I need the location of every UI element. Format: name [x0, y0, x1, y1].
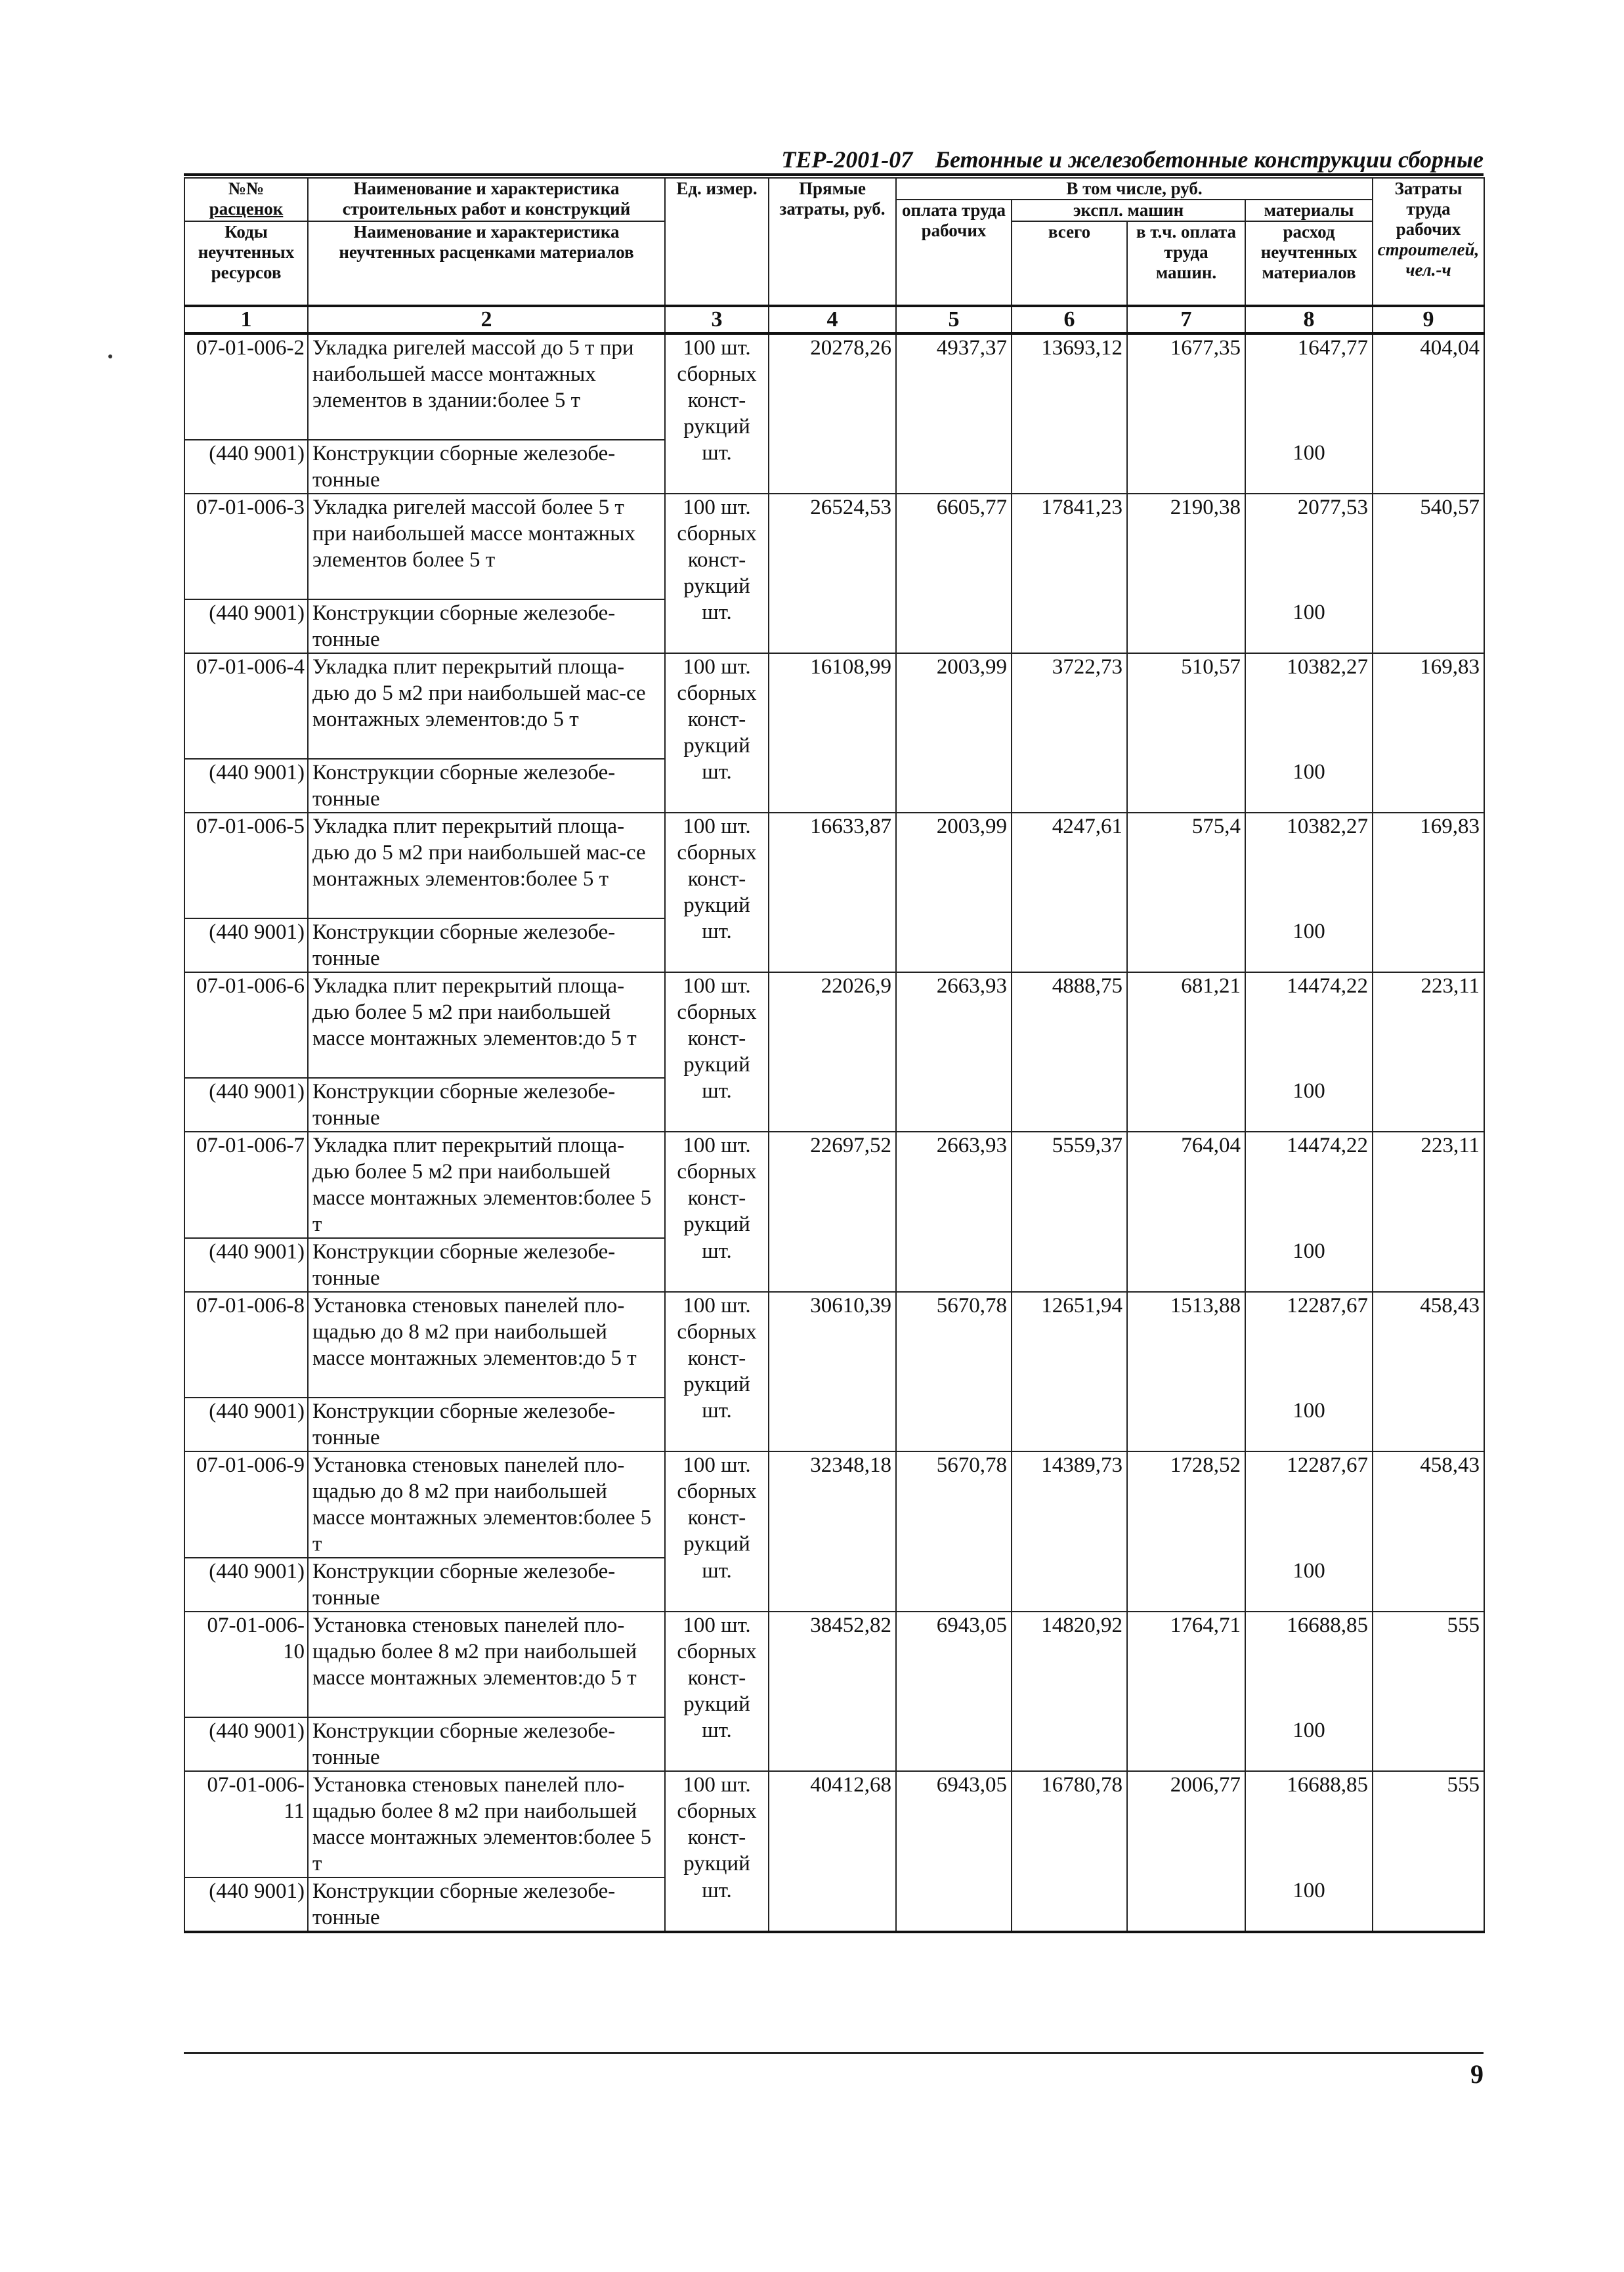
- direct-cost: 16633,87: [769, 813, 896, 918]
- resource-row: [184, 759, 1484, 813]
- resource-name: Конструкции сборные железобе-тонные: [308, 759, 665, 813]
- empty-cell: [1373, 1078, 1484, 1132]
- rate-row: [184, 1771, 1484, 1877]
- subheader-materials: материалы: [1245, 200, 1373, 221]
- empty-cell: [1373, 1717, 1484, 1771]
- empty-cell: [896, 1398, 1012, 1451]
- rate-row: [184, 813, 1484, 918]
- labor-cost: 5670,78: [896, 1292, 1012, 1398]
- rate-name: Укладка плит перекрытий площа-дью более 5 м2 при наибольшей массе монтажных элементов:более 5 т: [308, 1132, 665, 1238]
- materials-cost: 14474,22: [1245, 972, 1373, 1078]
- rate-row: [184, 972, 1484, 1078]
- labor-cost: 2663,93: [896, 972, 1012, 1078]
- machine-cost: 4247,61: [1012, 813, 1127, 918]
- rate-unit: 100 шт. сборных конст-рукций: [665, 1612, 769, 1717]
- labor-hours: 404,04: [1373, 333, 1484, 440]
- resource-row: [184, 1877, 1484, 1932]
- empty-cell: [1127, 1717, 1245, 1771]
- column-number-row: [184, 306, 1484, 333]
- subheader-machines-total: всего: [1012, 221, 1127, 306]
- resource-code: (440 9001): [184, 1238, 308, 1292]
- resource-unit: шт.: [665, 759, 769, 813]
- rate-name: Укладка ригелей массой до 5 т при наибольшей массе монтажных элементов в здании:более 5 т: [308, 333, 665, 440]
- machine-cost: 4888,75: [1012, 972, 1127, 1078]
- machine-labor-cost: 681,21: [1127, 972, 1245, 1078]
- resource-row: [184, 1238, 1484, 1292]
- machine-cost: 12651,94: [1012, 1292, 1127, 1398]
- machine-cost: 13693,12: [1012, 333, 1127, 440]
- empty-cell: [1373, 759, 1484, 813]
- resource-quantity: 100: [1245, 1558, 1373, 1612]
- rate-row: [184, 333, 1484, 440]
- rate-row: [184, 1292, 1484, 1398]
- labor-hours: 169,83: [1373, 813, 1484, 918]
- empty-cell: [1373, 1877, 1484, 1932]
- empty-cell: [1012, 1558, 1127, 1612]
- resource-name: Конструкции сборные железобе-тонные: [308, 599, 665, 653]
- resource-quantity: 100: [1245, 1238, 1373, 1292]
- direct-cost: 22026,9: [769, 972, 896, 1078]
- empty-cell: [1012, 918, 1127, 972]
- subheader-labor: оплата труда рабочих: [896, 200, 1012, 306]
- empty-cell: [896, 440, 1012, 494]
- empty-cell: [1127, 440, 1245, 494]
- labor-cost: 2003,99: [896, 813, 1012, 918]
- rate-unit: 100 шт. сборных конст-рукций: [665, 813, 769, 918]
- resource-code: (440 9001): [184, 759, 308, 813]
- empty-cell: [1373, 440, 1484, 494]
- empty-cell: [896, 1558, 1012, 1612]
- labor-hours: 223,11: [1373, 972, 1484, 1078]
- labor-hours: 223,11: [1373, 1132, 1484, 1238]
- resource-row: [184, 599, 1484, 653]
- rate-name: Укладка плит перекрытий площа-дью более 5 м2 при наибольшей массе монтажных элементов:до 5 т: [308, 972, 665, 1078]
- empty-cell: [1127, 918, 1245, 972]
- subheader-materials-alt: расход неучтенных материалов: [1245, 221, 1373, 306]
- machine-cost: 17841,23: [1012, 494, 1127, 599]
- resource-row: [184, 1398, 1484, 1451]
- col4-header: Прямые затраты, руб.: [769, 178, 896, 306]
- labor-cost: 4937,37: [896, 333, 1012, 440]
- resource-name: Конструкции сборные железобе-тонные: [308, 918, 665, 972]
- empty-cell: [769, 1238, 896, 1292]
- labor-hours: 458,43: [1373, 1292, 1484, 1398]
- empty-cell: [1373, 599, 1484, 653]
- col3-header: Ед. измер.: [665, 178, 769, 306]
- empty-cell: [896, 1717, 1012, 1771]
- column-number: 4: [769, 306, 896, 333]
- materials-cost: 10382,27: [1245, 813, 1373, 918]
- rates-table: [184, 177, 1485, 1933]
- resource-code: (440 9001): [184, 918, 308, 972]
- rate-code: 07-01-006-3: [184, 494, 308, 599]
- empty-cell: [896, 759, 1012, 813]
- resource-name: Конструкции сборные железобе-тонные: [308, 1558, 665, 1612]
- empty-cell: [1012, 1398, 1127, 1451]
- labor-cost: 6943,05: [896, 1771, 1012, 1877]
- materials-cost: 12287,67: [1245, 1451, 1373, 1558]
- labor-hours: 458,43: [1373, 1451, 1484, 1558]
- resource-unit: шт.: [665, 1398, 769, 1451]
- rate-row: [184, 1451, 1484, 1558]
- labor-hours: 555: [1373, 1771, 1484, 1877]
- machine-labor-cost: 2006,77: [1127, 1771, 1245, 1877]
- resource-quantity: 100: [1245, 759, 1373, 813]
- resource-quantity: 100: [1245, 1877, 1373, 1932]
- direct-cost: 26524,53: [769, 494, 896, 599]
- resource-name: Конструкции сборные железобе-тонные: [308, 1877, 665, 1932]
- resource-row: [184, 1717, 1484, 1771]
- resource-quantity: 100: [1245, 918, 1373, 972]
- col9-header: Затраты труда рабочих строителей, чел.-ч: [1373, 178, 1484, 306]
- resource-code: (440 9001): [184, 1558, 308, 1612]
- resource-code: (440 9001): [184, 599, 308, 653]
- empty-cell: [1373, 1238, 1484, 1292]
- empty-cell: [896, 1238, 1012, 1292]
- machine-labor-cost: 1677,35: [1127, 333, 1245, 440]
- empty-cell: [769, 759, 896, 813]
- machine-labor-cost: 1728,52: [1127, 1451, 1245, 1558]
- labor-cost: 5670,78: [896, 1451, 1012, 1558]
- group-header-included: В том числе, руб.: [896, 178, 1373, 200]
- resource-unit: шт.: [665, 599, 769, 653]
- machine-cost: 5559,37: [1012, 1132, 1127, 1238]
- table-header: [184, 178, 1484, 333]
- machine-cost: 16780,78: [1012, 1771, 1127, 1877]
- machine-labor-cost: 510,57: [1127, 653, 1245, 759]
- subheader-machines-labor: в т.ч. оплата труда машин.: [1127, 221, 1245, 306]
- resource-unit: шт.: [665, 1078, 769, 1132]
- col1-header-alt: Коды неучтенных ресурсов: [184, 221, 308, 306]
- empty-cell: [1012, 1238, 1127, 1292]
- rate-code: 07-01-006-6: [184, 972, 308, 1078]
- empty-cell: [1012, 759, 1127, 813]
- materials-cost: 1647,77: [1245, 333, 1373, 440]
- labor-cost: 6943,05: [896, 1612, 1012, 1717]
- materials-cost: 2077,53: [1245, 494, 1373, 599]
- direct-cost: 20278,26: [769, 333, 896, 440]
- resource-quantity: 100: [1245, 1398, 1373, 1451]
- machine-labor-cost: 2190,38: [1127, 494, 1245, 599]
- resource-name: Конструкции сборные железобе-тонные: [308, 440, 665, 494]
- column-number: 6: [1012, 306, 1127, 333]
- resource-unit: шт.: [665, 1717, 769, 1771]
- column-number: 5: [896, 306, 1012, 333]
- rate-name: Установка стеновых панелей пло-щадью до 8 м2 при наибольшей массе монтажных элементов:более 5 т: [308, 1451, 665, 1558]
- labor-hours: 169,83: [1373, 653, 1484, 759]
- materials-cost: 10382,27: [1245, 653, 1373, 759]
- labor-cost: 2663,93: [896, 1132, 1012, 1238]
- empty-cell: [896, 1877, 1012, 1932]
- rate-code: 07-01-006-8: [184, 1292, 308, 1398]
- rate-name: Установка стеновых панелей пло-щадью более 8 м2 при наибольшей массе монтажных элементов:до 5 т: [308, 1612, 665, 1717]
- empty-cell: [769, 1717, 896, 1771]
- direct-cost: 38452,82: [769, 1612, 896, 1717]
- rate-unit: 100 шт. сборных конст-рукций: [665, 653, 769, 759]
- empty-cell: [1373, 918, 1484, 972]
- resource-name: Конструкции сборные железобе-тонные: [308, 1238, 665, 1292]
- page-number: 9: [1470, 2059, 1484, 2089]
- column-number: 3: [665, 306, 769, 333]
- machine-labor-cost: 1764,71: [1127, 1612, 1245, 1717]
- column-number: 8: [1245, 306, 1373, 333]
- empty-cell: [1127, 1078, 1245, 1132]
- table-body: [184, 333, 1484, 1932]
- resource-quantity: 100: [1245, 599, 1373, 653]
- empty-cell: [1127, 1558, 1245, 1612]
- empty-cell: [769, 599, 896, 653]
- materials-cost: 16688,85: [1245, 1612, 1373, 1717]
- subheader-machines: экспл. машин: [1012, 200, 1245, 221]
- rate-name: Установка стеновых панелей пло-щадью более 8 м2 при наибольшей массе монтажных элементов:более 5 т: [308, 1771, 665, 1877]
- section-title: Бетонные и железобетонные конструкции сборные: [935, 146, 1484, 173]
- empty-cell: [1127, 759, 1245, 813]
- empty-cell: [1127, 1238, 1245, 1292]
- empty-cell: [896, 599, 1012, 653]
- resource-code: (440 9001): [184, 1398, 308, 1451]
- empty-cell: [769, 440, 896, 494]
- rate-unit: 100 шт. сборных конст-рукций: [665, 1771, 769, 1877]
- resource-unit: шт.: [665, 918, 769, 972]
- rate-name: Укладка ригелей массой более 5 т при наибольшей массе монтажных элементов более 5 т: [308, 494, 665, 599]
- empty-cell: [1012, 1717, 1127, 1771]
- machine-labor-cost: 1513,88: [1127, 1292, 1245, 1398]
- resource-row: [184, 918, 1484, 972]
- materials-cost: 16688,85: [1245, 1771, 1373, 1877]
- rate-code: 07-01-006-9: [184, 1451, 308, 1558]
- running-header: [184, 146, 1484, 175]
- resource-code: (440 9001): [184, 1078, 308, 1132]
- rate-row: [184, 1132, 1484, 1238]
- rate-unit: 100 шт. сборных конст-рукций: [665, 333, 769, 440]
- resource-unit: шт.: [665, 1877, 769, 1932]
- direct-cost: 30610,39: [769, 1292, 896, 1398]
- direct-cost: 16108,99: [769, 653, 896, 759]
- rate-code: 07-01-006-4: [184, 653, 308, 759]
- column-number: 9: [1373, 306, 1484, 333]
- rate-unit: 100 шт. сборных конст-рукций: [665, 972, 769, 1078]
- empty-cell: [1373, 1398, 1484, 1451]
- resource-unit: шт.: [665, 1558, 769, 1612]
- resource-name: Конструкции сборные железобе-тонные: [308, 1078, 665, 1132]
- scan-speck: [108, 354, 112, 358]
- rate-code: 07-01-006-5: [184, 813, 308, 918]
- labor-cost: 2003,99: [896, 653, 1012, 759]
- resource-unit: шт.: [665, 440, 769, 494]
- empty-cell: [1127, 1398, 1245, 1451]
- materials-cost: 14474,22: [1245, 1132, 1373, 1238]
- rate-code: 07-01-006-7: [184, 1132, 308, 1238]
- empty-cell: [769, 1398, 896, 1451]
- resource-unit: шт.: [665, 1238, 769, 1292]
- resource-name: Конструкции сборные железобе-тонные: [308, 1717, 665, 1771]
- resource-quantity: 100: [1245, 440, 1373, 494]
- rate-row: [184, 653, 1484, 759]
- rate-code: 07-01-006-10: [184, 1612, 308, 1717]
- header-rule: [184, 173, 1484, 176]
- empty-cell: [1012, 1078, 1127, 1132]
- rate-unit: 100 шт. сборных конст-рукций: [665, 1292, 769, 1398]
- machine-cost: 14389,73: [1012, 1451, 1127, 1558]
- col2-header: Наименование и характеристика строительных работ и конструкций: [308, 178, 665, 221]
- rate-name: Укладка плит перекрытий площа-дью до 5 м2 при наибольшей мас-се монтажных элементов:более 5 т: [308, 813, 665, 918]
- rate-unit: 100 шт. сборных конст-рукций: [665, 1132, 769, 1238]
- empty-cell: [1127, 1877, 1245, 1932]
- footer-rule: [184, 2052, 1484, 2054]
- machine-cost: 3722,73: [1012, 653, 1127, 759]
- direct-cost: 40412,68: [769, 1771, 896, 1877]
- resource-row: [184, 1078, 1484, 1132]
- rate-code: 07-01-006-11: [184, 1771, 308, 1877]
- rate-unit: 100 шт. сборных конст-рукций: [665, 1451, 769, 1558]
- column-number: 2: [308, 306, 665, 333]
- rate-code: 07-01-006-2: [184, 333, 308, 440]
- materials-cost: 12287,67: [1245, 1292, 1373, 1398]
- rate-row: [184, 494, 1484, 599]
- empty-cell: [896, 1078, 1012, 1132]
- rate-row: [184, 1612, 1484, 1717]
- col1-header: №№ расценок: [184, 178, 308, 221]
- direct-cost: 32348,18: [769, 1451, 896, 1558]
- empty-cell: [1373, 1558, 1484, 1612]
- column-number: 7: [1127, 306, 1245, 333]
- resource-name: Конструкции сборные железобе-тонные: [308, 1398, 665, 1451]
- resource-code: (440 9001): [184, 1877, 308, 1932]
- empty-cell: [769, 1558, 896, 1612]
- labor-hours: 555: [1373, 1612, 1484, 1717]
- empty-cell: [769, 1877, 896, 1932]
- machine-labor-cost: 764,04: [1127, 1132, 1245, 1238]
- rate-name: Установка стеновых панелей пло-щадью до 8 м2 при наибольшей массе монтажных элементов:до 5 т: [308, 1292, 665, 1398]
- empty-cell: [1127, 599, 1245, 653]
- empty-cell: [769, 918, 896, 972]
- document-code: ТЕР-2001-07: [781, 146, 913, 173]
- direct-cost: 22697,52: [769, 1132, 896, 1238]
- empty-cell: [1012, 599, 1127, 653]
- resource-row: [184, 440, 1484, 494]
- resource-code: (440 9001): [184, 440, 308, 494]
- empty-cell: [769, 1078, 896, 1132]
- rate-name: Укладка плит перекрытий площа-дью до 5 м2 при наибольшей мас-се монтажных элементов:до 5 т: [308, 653, 665, 759]
- empty-cell: [896, 918, 1012, 972]
- machine-labor-cost: 575,4: [1127, 813, 1245, 918]
- resource-quantity: 100: [1245, 1717, 1373, 1771]
- resource-code: (440 9001): [184, 1717, 308, 1771]
- labor-cost: 6605,77: [896, 494, 1012, 599]
- machine-cost: 14820,92: [1012, 1612, 1127, 1717]
- column-number: 1: [184, 306, 308, 333]
- rate-unit: 100 шт. сборных конст-рукций: [665, 494, 769, 599]
- resource-row: [184, 1558, 1484, 1612]
- empty-cell: [1012, 440, 1127, 494]
- resource-quantity: 100: [1245, 1078, 1373, 1132]
- labor-hours: 540,57: [1373, 494, 1484, 599]
- col2-header-alt: Наименование и характеристика неучтенных расценками материалов: [308, 221, 665, 306]
- empty-cell: [1012, 1877, 1127, 1932]
